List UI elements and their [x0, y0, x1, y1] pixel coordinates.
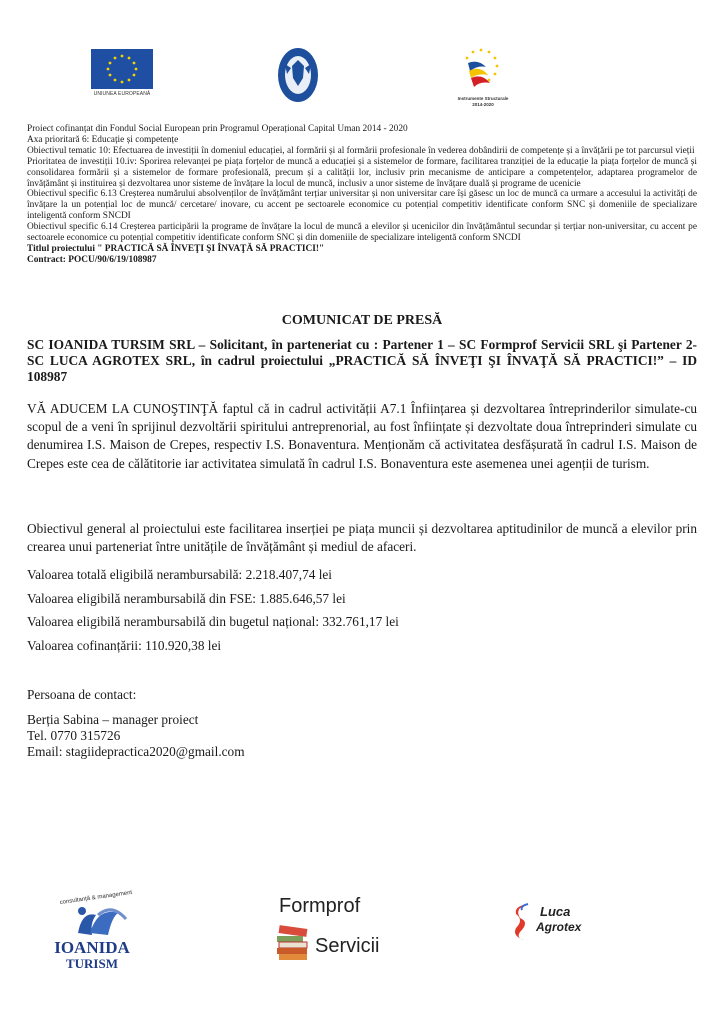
formprof-name: Formprof [279, 895, 361, 917]
contact-phone: Tel. 0770 315726 [27, 728, 121, 743]
contract-number: Contract: POCU/90/6/19/108987 [27, 254, 157, 265]
instrumente-structurale-logo [456, 45, 506, 95]
formprof-servicii: Servicii [315, 935, 380, 957]
project-header-info [27, 124, 697, 266]
ioanida-turism: TURISM [65, 956, 118, 971]
instrumente-structurale-label [448, 96, 518, 108]
value-total-eligible: Valoarea totală eligibilă nerambursabilă: 2.218.407,74 lei [27, 567, 332, 582]
luca-name: Luca [540, 904, 571, 919]
project-title: Titlul proiectului " PRACTICĂ SĂ ÎNVEŢI ŞI ÎNVAŢĂ SĂ PRACTICI!" [27, 243, 325, 254]
value-fse: Valoarea eligibilă nerambursabilă din FSE: 1.885.646,57 lei [27, 591, 346, 606]
paragraph-announcement: VĂ ADUCEM LA CUNOŞTINŢĂ faptul că in cadrul activității A7.1 Înființarea și dezvoltarea întreprinderilor simulate-cu scopul de a veni în sprijinul dezvoltării spiritului antreprenorial, au fost înființate și dezvoltate doua întreprinderi simulate cu denumirea I.S. Maison de Crepes, respectiv I.S. Bonaventura. Menționăm că activitatea desfășurată în cadrul I.S. Maison de Crepes este cea de călătitorie iar activitatea simulată în cadrul I.S. Bonaventura este asemenea unei agenții de turism. [27, 401, 697, 471]
value-national-budget: Valoarea eligibilă nerambursabilă din bugetul național: 332.761,17 lei [27, 614, 399, 629]
header-line: Obiectivul specific 6.14 Creșterea participării la programe de învățare la locul de muncă a elevilor și ucenicilor din învățământul secundar și terțiar non-universitar, cu accent pe sectoarele economice cu potențial competitiv identificate conform SNC și din domeniile de specializare inteligentă conform SNCDI [27, 222, 697, 244]
eu-label: UNIUNEA EUROPEANĂ [93, 91, 151, 97]
eu-flag-logo [91, 49, 153, 89]
eu-stars-icon [91, 49, 153, 89]
header-line: Proiect cofinanțat din Fondul Social European prin Programul Operațional Capital Uman 2014 - 2020 [27, 124, 408, 134]
contact-email[interactable]: Email: stagiidepractica2020@gmail.com [27, 744, 245, 759]
contact-label: Persoana de contact: [27, 687, 137, 702]
header-line: Obiectivul tematic 10: Efectuarea de investiții în domeniul educației, al formării și al formării profesionale în vederea dobândirii de competențe și a învățării pe tot parcursul vieții [27, 145, 695, 156]
romanian-government-seal [277, 46, 319, 104]
books-icon [275, 925, 311, 963]
agrotex-name: Agrotex [536, 920, 582, 934]
luca-agrotex-logo [510, 902, 590, 944]
ioanida-turism-logo [40, 889, 150, 973]
contact-name: Berția Sabina – manager proiect [27, 712, 199, 727]
is-label-line2: 2014-2020 [472, 102, 494, 107]
ioanida-tagline: consultanță & management [59, 889, 133, 907]
ioanida-name: IOANIDA [54, 938, 130, 957]
document-subtitle: SC IOANIDA TURSIM SRL – Solicitant, în parteneriat cu : Partener 1 – SC Formprof Servicii SRL şi Partener 2- SC LUCA AGROTEX SRL, în cadrul proiectului „PRACTICĂ SĂ ÎNVEŢI ŞI ÎNVAŢĂ SĂ PRACTICI!” – ID 108987 [27, 337, 697, 384]
header-line: Prioritatea de investiții 10.iv: Sporirea relevanței pe piața forțelor de muncă a educației și a sistemelor de formare, facilitarea tranziției de la educație la piața forțelor de muncă și consolidarea formării și a sistemelor de formare profesională, precum și a calității lor, inclusiv prin mecanisme de anticipare a competențelor, adaptarea programelor de învățământ și instituirea și dezvoltarea unor sisteme de învățare la locul de muncă, inclusiv a unor sisteme de învățare duală și programe de ucenicie [27, 156, 697, 189]
paragraph-objective: Obiectivul general al proiectului este facilitarea inserției pe piața muncii și dezvoltarea aptitudinilor de muncă a elevilor prin crearea unui parteneriat între unitățile de învățământ și mediul de afaceri. [27, 521, 697, 555]
header-line: Obiectivul specific 6.13 Creșterea numărului absolvenților de învățământ terțiar universitar și non universitar care își găsesc un loc de muncă ca urmare a accesului la activități de învățare la un potențial loc de muncă/ cercetare/ inovare, cu accent pe sectoarele economice cu potențial competitiv identificate conform SNC și domeniile de specializare inteligentă conform SNCDI [27, 189, 697, 222]
formprof-servicii-logo [275, 895, 390, 965]
is-label-line1: Instrumente Structurale [457, 96, 509, 101]
header-line: Axa prioritară 6: Educație și competențe [27, 134, 179, 145]
value-cofinancing: Valoarea cofinanțării: 110.920,38 lei [27, 638, 222, 653]
document-title: COMUNICAT DE PRESĂ [281, 313, 443, 328]
